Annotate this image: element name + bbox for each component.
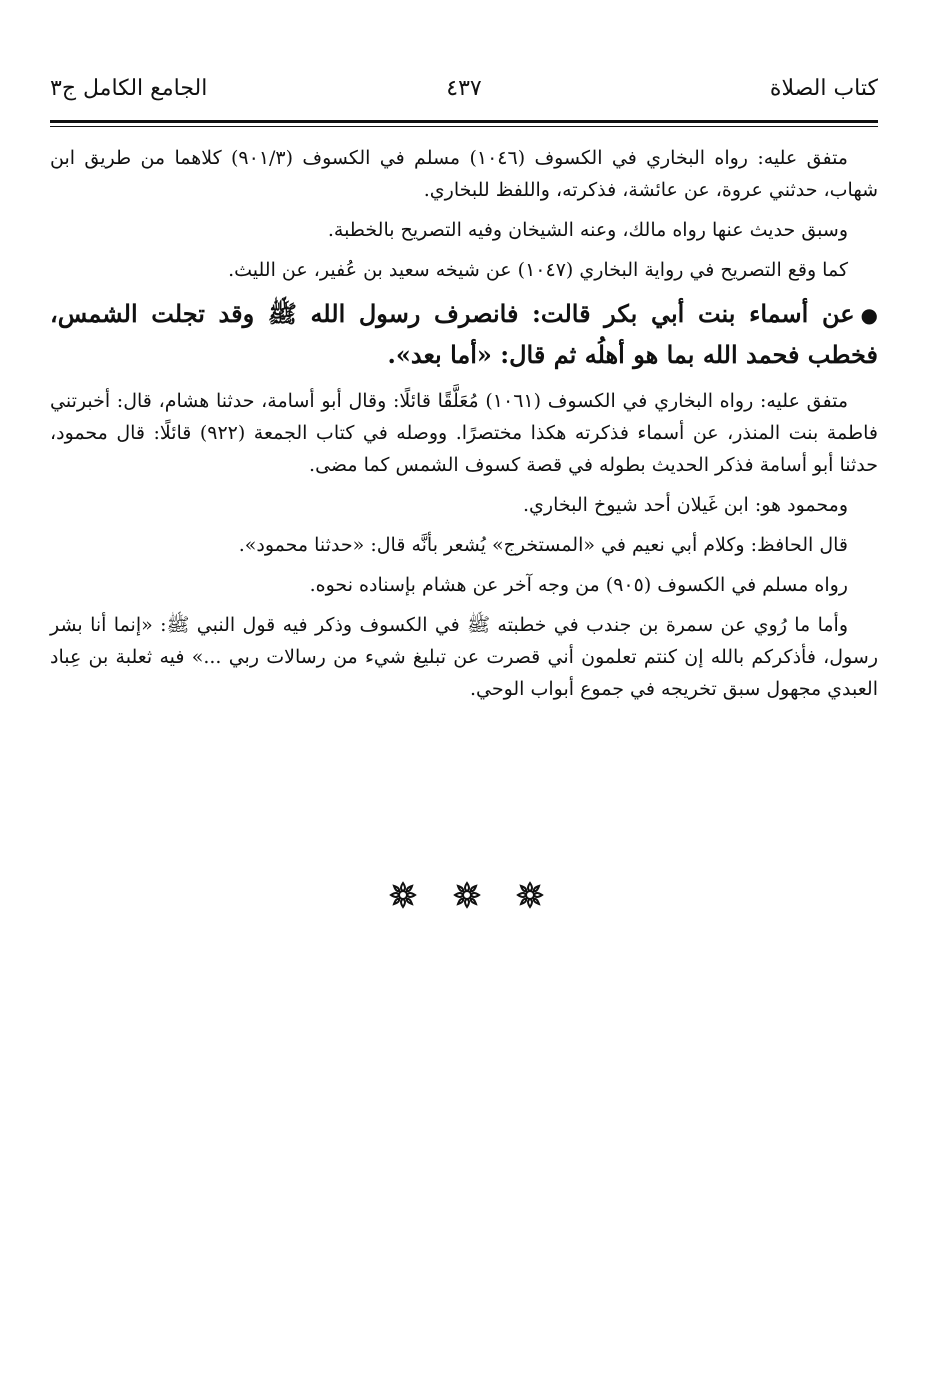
header-rule-thin <box>50 126 878 127</box>
paragraph-takhrij-8: وأما ما رُوي عن سمرة بن جندب في خطبته ﷺ في الكسوف وذكر فيه قول النبي ﷺ: «إنما أنا بشر رسول، فأذكركم بالله إن كنتم تعلمون أني قصرت عن تبليغ شيء من رسالات ربي ...» فيه ثعلبة بن عِباد العبدي مجهول سبق تخريجه في جموع أبواب الوحي. <box>50 614 878 700</box>
paragraph-takhrij-5: ومحمود هو: ابن غَيلان أحد شيوخ البخاري. <box>522 494 848 516</box>
book-title: الجامع الكامل ج٣ <box>50 76 208 101</box>
page-header <box>50 76 878 116</box>
paragraph-takhrij-4: متفق عليه: رواه البخاري في الكسوف (١٠٦١) مُعَلَّقًا قائلًا: وقال أبو أسامة، حدثنا هشام، قال: أخبرتني فاطمة بنت المنذر، عن أسماء فذكرته هكذا مختصرًا. ووصله في كتاب الجمعة (٩٢٢) قائلًا: قال محمود، حدثنا أبو أسامة فذكر الحديث بطوله في قصة كسوف الشمس كما مضى. <box>50 390 878 476</box>
hadith-text-block <box>50 294 878 375</box>
paragraph-takhrij-1: متفق عليه: رواه البخاري في الكسوف (١٠٤٦) مسلم في الكسوف (٩٠١/٣) كلاهما من طريق ابن شهاب، حدثني عروة، عن عائشة، فذكرته، واللفظ للبخاري. <box>50 147 878 201</box>
paragraph-takhrij-6: قال الحافظ: وكلام أبي نعيم في «المستخرج» يُشعر بأنَّه قال: «حدثنا محمود». <box>238 534 848 556</box>
section-end-ornaments <box>0 880 933 910</box>
hadith-text: عن أسماء بنت أبي بكر قالت: فانصرف رسول الله ﷺ وقد تجلت الشمس، فخطب فحمد الله بما هو أهلُه ثم قال: «أما بعد». <box>50 299 878 369</box>
floral-ornament-icon <box>388 880 418 910</box>
main-text <box>50 142 878 713</box>
chapter-title: كتاب الصلاة <box>769 76 878 101</box>
bullet-icon: ● <box>860 303 878 327</box>
header-rule-thick <box>50 120 878 123</box>
paragraph-takhrij-2: وسبق حديث عنها رواه مالك، وعنه الشيخان وفيه التصريح بالخطبة. <box>327 219 848 241</box>
paragraph-takhrij-3: كما وقع التصريح في رواية البخاري (١٠٤٧) عن شيخه سعيد بن عُفير، عن الليث. <box>228 259 848 281</box>
paragraph-takhrij-7: رواه مسلم في الكسوف (٩٠٥) من وجه آخر عن هشام بإسناده نحوه. <box>309 574 848 596</box>
floral-ornament-icon <box>452 880 482 910</box>
page-number: ٤٣٧ <box>446 76 482 101</box>
floral-ornament-icon <box>515 880 545 910</box>
